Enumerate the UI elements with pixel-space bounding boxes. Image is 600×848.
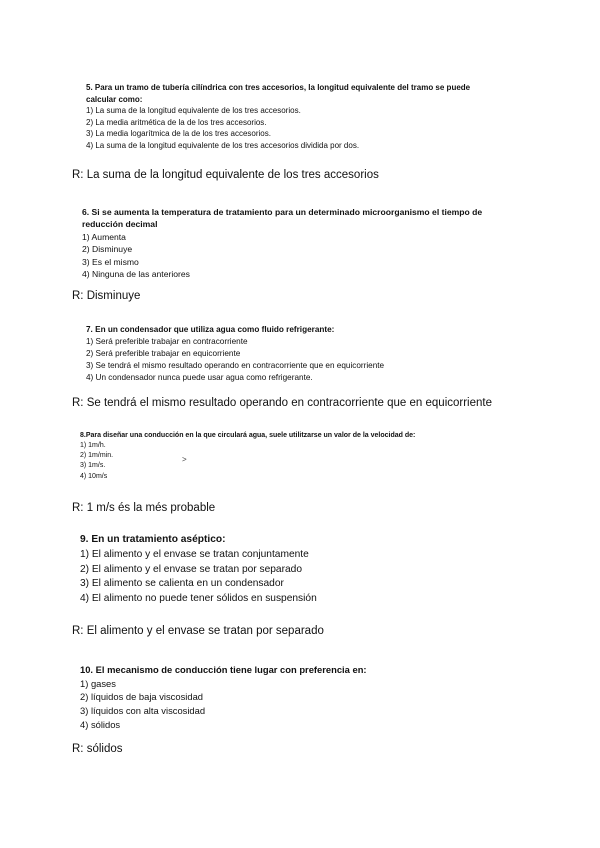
question-title: 9. En un tratamiento aséptico: (80, 534, 226, 545)
question-option: 3) La media logarítmica de la de los tres accesorios. (86, 129, 271, 139)
question-option: 4) Ninguna de las anteriores (82, 269, 190, 280)
question-option: 1) La suma de la longitud equivalente de los tres accesorios. (86, 106, 301, 116)
question-option: 3) 1m/s. (80, 462, 106, 470)
question-title: 10. El mecanismo de conducción tiene lugar con preferencia en: (80, 664, 367, 675)
question-option: 1) El alimento y el envase se tratan conjuntamente (80, 548, 309, 560)
question-option: 1) Aumenta (82, 231, 126, 242)
answer-6: R: Disminuye (72, 290, 141, 302)
stray-mark: > (182, 455, 187, 464)
question-option: 4) sólidos (80, 718, 121, 730)
question-title: 8.Para diseñar una conducción en la que circulará agua, suele utilitzarse un valor de la velocidad de: (80, 432, 416, 439)
answer-7: R: Se tendrá el mismo resultado operando en contracorriente que en equicorriente (72, 397, 492, 409)
question-5 (86, 82, 486, 152)
question-title: 5. Para un tramo de tubería cilíndrica con tres accesorios, la longitud equivalente del tramo se puede calcular como: (86, 83, 471, 104)
question-option: 2) El alimento y el envase se tratan por separado (80, 563, 302, 575)
answer-8: R: 1 m/s és la més probable (72, 502, 216, 514)
question-option: 4) Un condensador nunca puede usar agua como refrigerante. (86, 372, 313, 382)
answer-5: R: La suma de la longitud equivalente de los tres accesorios (72, 169, 379, 181)
question-option: 2) La media aritmética de la de los tres accesorios. (86, 117, 267, 127)
question-option: 4) El alimento no puede tener sólidos en suspensión (80, 593, 317, 605)
question-option: 3) Se tendrá el mismo resultado operando en contracorriente que en equicorriente (86, 360, 385, 370)
question-option: 2) 1m/min. (80, 452, 114, 460)
question-option: 1) Será preferible trabajar en contracorriente (86, 336, 248, 346)
answer-9: R: El alimento y el envase se tratan por separado (72, 625, 324, 637)
question-9 (80, 533, 500, 607)
question-option: 1) gases (80, 677, 116, 689)
question-option: 3) El alimento se calienta en un condensador (80, 578, 284, 590)
question-option: 4) La suma de la longitud equivalente de los tres accesorios dividida por dos. (86, 140, 360, 150)
question-title: 6. Si se aumenta la temperatura de tratamiento para un determinado microorganismo el tiempo de reducción decimal (82, 207, 483, 230)
question-10 (80, 663, 500, 731)
question-option: 4) 10m/s (80, 472, 108, 480)
question-option: 3) líquidos con alta viscosidad (80, 704, 206, 716)
question-7 (86, 324, 506, 383)
question-option: 1) 1m/h. (80, 442, 106, 450)
question-option: 2) líquidos de baja viscosidad (80, 691, 203, 703)
answer-10: R: sólidos (72, 743, 123, 755)
question-title: 7. En un condensador que utiliza agua como fluido refrigerante: (86, 325, 335, 334)
question-option: 2) Disminuye (82, 244, 133, 255)
question-option: 3) Es el mismo (82, 256, 139, 267)
question-6 (82, 206, 502, 281)
question-8 (80, 431, 420, 482)
question-option: 2) Será preferible trabajar en equicorriente (86, 348, 241, 358)
